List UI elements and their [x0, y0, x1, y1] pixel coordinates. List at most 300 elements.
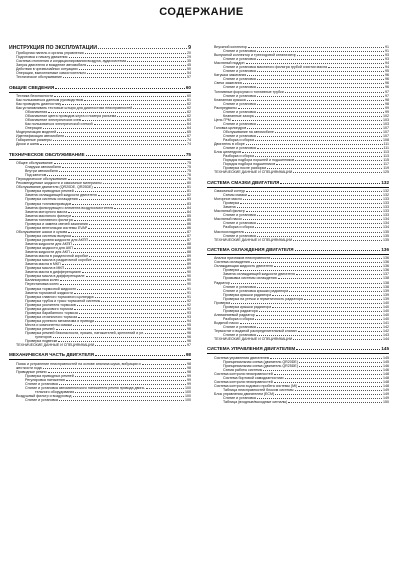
toc-page-number: 135 — [383, 229, 389, 234]
toc-page-number: 141 — [383, 320, 389, 325]
toc-page-number: 85 — [187, 217, 191, 222]
toc-page-number: 100 — [185, 386, 191, 391]
section-gap — [9, 347, 191, 350]
toc-entry-title: Проверка и замена свечей зажигания — [25, 221, 88, 226]
toc-entry-title: Система охлаждения — [214, 260, 250, 265]
toc-page-number: 132 — [383, 193, 389, 198]
dot-leader — [295, 250, 381, 251]
dot-leader — [280, 183, 380, 184]
toc-page-number: 74 — [187, 142, 191, 147]
toc-entry-title: Проверка приводных ремней — [25, 373, 74, 378]
toc-page-number: 20 — [187, 51, 191, 55]
toc-entry-title: Техника безопасности — [16, 93, 54, 98]
toc-page-number: 138 — [383, 284, 389, 289]
dot-leader — [328, 67, 384, 68]
toc-page-number: 74 — [187, 138, 191, 143]
toc-column-right — [207, 45, 389, 404]
toc-entry-title: Проверка барабанного тормоза — [25, 310, 78, 315]
toc-section-heading[interactable] — [207, 180, 389, 185]
toc-entry-title: Термостат и водяной распределительный клапан — [214, 329, 297, 334]
toc-entry-title: Проверка крышки радиатора — [223, 304, 272, 309]
toc-page-number: 140 — [383, 312, 389, 317]
dot-leader — [85, 53, 186, 54]
dot-leader — [257, 79, 384, 80]
dot-leader — [278, 278, 382, 279]
toc-entry-title: Анализ признаков неисправности — [214, 256, 271, 261]
dot-leader — [255, 140, 382, 141]
dot-leader — [275, 394, 382, 395]
toc-entry-title: Разборка и сборка — [223, 138, 255, 143]
toc-entry-title: Моторное масло — [214, 197, 242, 202]
dot-leader — [63, 77, 186, 78]
toc-entry-title: Снятие и установка — [223, 57, 256, 62]
toc-page-number: 125 — [383, 170, 389, 175]
toc-entry-title: жесткости хода — [16, 365, 42, 370]
toc-page-number: 133 — [383, 201, 389, 206]
dot-leader — [73, 396, 184, 397]
toc-page-number: 96 — [385, 77, 389, 82]
section-divider — [9, 92, 191, 93]
toc-entry-title: Таблица неисправностей блоком системы — [223, 388, 294, 393]
toc-entry-title: Снятие и установка — [223, 396, 256, 401]
dot-leader — [60, 280, 186, 281]
dot-leader — [274, 382, 382, 383]
dot-leader — [59, 171, 186, 172]
toc-page-number: 29 — [187, 55, 191, 60]
dot-leader — [68, 232, 186, 233]
dot-leader — [231, 283, 382, 284]
dot-leader — [40, 144, 186, 145]
dot-leader — [54, 96, 186, 97]
dot-leader — [62, 167, 186, 168]
toc-page-number: 82 — [187, 193, 191, 198]
toc-entry-title: Обслуживание на автомобиле — [223, 129, 274, 134]
toc-page-number: 75 — [185, 151, 191, 157]
page-title: СОДЕРЖАНИЕ — [159, 6, 244, 18]
section-divider — [207, 187, 389, 188]
dot-leader — [47, 175, 186, 176]
toc-page-number: 148 — [383, 371, 389, 376]
dot-leader — [296, 274, 382, 275]
toc-entry-title: Промывка системы охлаждения — [223, 276, 277, 281]
toc-page-number: 99 — [385, 105, 389, 110]
dot-leader — [68, 212, 186, 213]
dot-leader — [72, 204, 186, 205]
toc-page-number: 96 — [187, 339, 191, 344]
dot-leader — [72, 216, 186, 217]
toc-entry[interactable] — [9, 398, 191, 402]
toc-page-number: 149 — [383, 396, 389, 401]
dot-leader — [56, 329, 186, 330]
toc-entry-title: Проверка вентиляции системы EVAP — [25, 225, 88, 230]
toc-page-number: 119 — [383, 166, 389, 171]
dot-leader — [93, 260, 186, 261]
toc-section-heading[interactable] — [9, 85, 191, 90]
section-gap — [207, 242, 389, 245]
toc-section-heading[interactable] — [9, 152, 191, 157]
toc-page-number: 64 — [187, 126, 191, 131]
dot-leader — [86, 276, 186, 277]
toc-page-number: 140 — [383, 316, 389, 321]
dot-leader — [298, 331, 382, 332]
toc-entry-title: Выпускной коллектор и трехходовой катализатор — [214, 53, 297, 58]
toc-page-number: 94 — [385, 65, 389, 70]
toc-page-number: 149 — [383, 388, 389, 393]
dot-leader — [243, 199, 382, 200]
toc-entry-title: МЕХАНИЧЕСКАЯ ЧАСТЬ ДВИГАТЕЛЯ — [9, 352, 94, 358]
toc-entry-title: Замена топливного фильтра — [25, 217, 73, 222]
dot-leader — [246, 211, 382, 212]
toc-page-number: 146 — [383, 367, 389, 372]
toc-entry-title: Двигатель в сборе — [214, 142, 245, 147]
toc-entry-title: ТЕХНИЧЕСКОЕ ОБСЛУЖИВАНИЕ — [9, 151, 85, 157]
toc-page-number: 142 — [383, 329, 389, 334]
toc-page-number: 103 — [383, 121, 389, 126]
toc-entry-title: ИНСТРУКЦИЯ ПО ЭКСПЛУАТАЦИИ — [9, 45, 97, 51]
toc-page-number: 97 — [385, 89, 389, 94]
toc-entry-title: Таблица (входные/выходные сигналы) — [223, 400, 288, 405]
toc-page-number: 108 — [383, 138, 389, 143]
dot-leader — [55, 88, 185, 89]
toc-page-number: 62 — [187, 114, 191, 119]
dot-leader — [295, 160, 382, 161]
dot-leader — [257, 96, 384, 97]
dot-leader — [82, 272, 186, 273]
toc-entry-title: Проверка рулевого механизма и привода — [25, 318, 95, 323]
dot-leader — [73, 244, 186, 245]
dot-leader — [77, 289, 186, 290]
toc-page-number: 75 — [187, 161, 191, 166]
dot-leader — [288, 402, 382, 403]
toc-page-number: 9 — [188, 45, 191, 51]
toc-page-number: 139 — [383, 292, 389, 297]
toc-entry-title: Снятие и установка крышки радиатора — [223, 288, 289, 293]
dot-leader — [285, 378, 382, 379]
toc-entry-title: Снятие и установка — [223, 49, 256, 54]
toc-page-number: 139 — [383, 296, 389, 301]
toc-entry-title: Обслуживание шасси и кузова — [16, 229, 68, 234]
toc-entry-title: Масляный фильтр — [214, 209, 245, 214]
dot-leader — [75, 376, 186, 377]
dot-leader — [257, 287, 382, 288]
toc-entry-title: Принципиальная схема (двигатель QR20DE) — [223, 359, 298, 364]
toc-page-number: 62 — [187, 101, 191, 106]
toc-entry-title: Смазочный контур — [214, 189, 246, 194]
dot-leader — [257, 59, 384, 60]
dot-leader — [59, 384, 186, 385]
dot-leader — [94, 187, 186, 188]
toc-page-number: 136 — [383, 268, 389, 273]
toc-entry-title: Проверка подвески — [25, 339, 58, 344]
dot-leader — [257, 215, 382, 216]
toc-entry-title: Проверка стояночного тормоза — [25, 314, 78, 319]
toc-page-number: 63 — [187, 118, 191, 123]
toc-entry-title: гуляторов — [35, 335, 52, 340]
toc-page-number: 99 — [187, 382, 191, 387]
toc-page-number: 93 — [187, 314, 191, 319]
dot-leader — [297, 55, 384, 56]
toc-page-number: 107 — [383, 134, 389, 139]
toc-page-number: 136 — [381, 246, 389, 252]
toc-entry-title: Габаритные размеры — [16, 138, 52, 143]
toc-entry-title: Замена — [223, 205, 236, 210]
toc-entry-title: Водяной насос — [214, 320, 239, 325]
dot-leader — [89, 224, 186, 225]
toc-entry-title: Снятие и установка — [223, 69, 256, 74]
toc-entry-title: Снятие и установка — [223, 284, 256, 289]
toc-page-number: 90 — [187, 274, 191, 279]
toc-page-number: 138 — [383, 280, 389, 285]
dot-leader — [87, 65, 186, 66]
toc-page-number: 75 — [187, 169, 191, 174]
toc-page-number: 90 — [187, 278, 191, 283]
toc-entry-title: Проверка топливопроводов — [25, 201, 72, 206]
toc-page-number: 76 — [187, 173, 191, 178]
toc-page-number: 91 — [187, 286, 191, 291]
toc-entry-title: Операции, выполняемые самостоятельно — [16, 71, 87, 76]
toc-page-number: 146 — [383, 363, 389, 368]
toc-page-number: 93 — [187, 310, 191, 315]
toc-entry-title: Обслуживание двигателя (QR20DE, QR25DE) — [16, 185, 93, 190]
toc-entry-title: Проверка трубок и трасс тормозной системы — [25, 298, 101, 303]
dot-leader — [293, 172, 382, 173]
dot-leader — [117, 116, 186, 117]
toc-entry-title: Приводные ремни — [16, 369, 47, 374]
toc-entry-title: Проверка дискового тормоза — [25, 306, 74, 311]
toc-entry-title: Проверка уровня жидкости для АКПП — [25, 237, 89, 242]
dot-leader — [114, 208, 186, 209]
toc-page-number: 90 — [187, 282, 191, 287]
toc-entry-title: Места и компоненты смазки — [25, 322, 73, 327]
toc-entry-title: Замена моторного масла — [25, 209, 68, 214]
toc-entry-title: Запуск двигателя и вождение автомобиля — [16, 63, 87, 68]
toc-page-number: 136 — [383, 260, 389, 265]
dot-leader — [54, 163, 186, 164]
dot-leader — [78, 317, 186, 318]
toc-page-number: 149 — [383, 392, 389, 397]
dot-leader — [95, 297, 186, 298]
toc-entry-title: Система управления двигателем — [214, 355, 270, 360]
toc-entry-title: Проверка — [223, 268, 240, 273]
section-divider — [207, 353, 389, 354]
dot-leader — [57, 132, 186, 133]
toc-entry-title: Алюминиевый радиатор — [214, 312, 255, 317]
toc-entry-title: Замена масла в дифференциале — [25, 270, 82, 275]
toc-entry[interactable] — [207, 400, 389, 404]
toc-entry-title: Обозначения — [25, 110, 48, 115]
toc-entry-title: Проверка масла в раздаточной коробке — [25, 258, 92, 263]
toc-entry-title: Снятие и установка — [223, 93, 256, 98]
section-gap — [9, 147, 191, 150]
toc-column-left — [9, 45, 191, 402]
toc-entry-title: Снятие и установка — [223, 85, 256, 90]
dot-leader — [68, 179, 186, 180]
dot-leader — [251, 262, 382, 263]
dot-leader — [259, 311, 382, 312]
toc-entry-title: Снятие и установка автоматического натяжителя ремня привода двига- — [25, 386, 145, 391]
toc-page-number: 85 — [187, 213, 191, 218]
toc-page-number: 140 — [383, 308, 389, 313]
dot-leader — [75, 191, 186, 192]
toc-entry-title: Диски и шины — [16, 142, 40, 147]
dot-leader — [95, 321, 186, 322]
dot-leader — [263, 370, 382, 371]
dot-leader — [257, 327, 382, 328]
dot-leader — [257, 104, 384, 105]
toc-entry-title: Общее обслуживание — [16, 161, 53, 166]
toc-page-number: 115 — [383, 158, 389, 163]
dot-leader — [146, 388, 184, 389]
toc-entry-title: Поиск и устранение неисправностей на основе анализа шума, вибрации и — [16, 361, 141, 366]
toc-page-number: 61 — [187, 97, 191, 102]
toc-entry-title: СИСТЕМА УПРАВЛЕНИЯ ДВИГАТЕЛЕМ — [207, 346, 296, 352]
dot-leader — [257, 236, 382, 237]
dot-leader — [242, 152, 382, 153]
dot-leader — [289, 291, 382, 292]
dot-leader — [65, 136, 186, 137]
dot-leader — [231, 303, 382, 304]
toc-entry-title: Клапанные зазоры — [223, 113, 255, 118]
toc-entry-title: ТЕХНИЧЕСКИЕ ДАННЫЕ И СПЕЦИФИКАЦИИ — [214, 237, 293, 242]
toc-page-number: 89 — [187, 262, 191, 267]
dot-leader — [237, 207, 382, 208]
toc-entry-title: Радиатор — [214, 280, 230, 285]
toc-entry-title: Техническое обслуживание — [16, 75, 62, 80]
toc-page-number: 87 — [187, 229, 191, 234]
toc-page-number: 145 — [383, 359, 389, 364]
toc-entry-title: Клапанная крышка — [214, 97, 246, 102]
toc-entry-title: Снятие и установка — [223, 333, 256, 338]
toc-page-number: 50 — [187, 67, 191, 72]
dot-leader — [274, 374, 382, 375]
toc-entry-title: Под капотом — [25, 173, 47, 178]
toc-page-number: 87 — [187, 233, 191, 238]
toc-page-number: 134 — [383, 225, 389, 230]
dot-leader — [248, 195, 382, 196]
dot-leader — [79, 199, 186, 200]
toc-page-number: 140 — [383, 304, 389, 309]
dot-leader — [267, 168, 382, 169]
toc-entry-title: Распредвалы — [214, 105, 237, 110]
dot-leader — [246, 191, 382, 192]
toc-entry-title: Порядок подбора подшипников — [223, 162, 276, 167]
toc-entry-title: Периодическое обслуживание — [16, 177, 67, 182]
toc-page-number: 90 — [187, 270, 191, 275]
toc-page-number: 107 — [383, 129, 389, 134]
dot-leader — [58, 341, 186, 342]
dot-leader — [247, 100, 384, 101]
toc-page-number: 93 — [385, 57, 389, 62]
dot-leader — [145, 333, 186, 334]
toc-entry-title: Блок цилиндров — [214, 150, 242, 155]
dot-leader — [127, 61, 186, 62]
toc-entry-title: Схемы смазки — [223, 193, 247, 198]
toc-page-number: 88 — [187, 250, 191, 255]
toc-entry-title: Операции — [25, 126, 42, 131]
toc-entry-title: Проверка радиатора — [223, 308, 258, 313]
toc-entry-title: Порядок подбора поршней и подшипников — [223, 158, 295, 163]
dot-leader — [246, 144, 383, 145]
dot-leader — [274, 266, 382, 267]
dot-leader — [62, 264, 186, 265]
toc-page-number: 100 — [185, 390, 191, 395]
dot-leader — [285, 92, 384, 93]
dot-leader — [133, 108, 186, 109]
toc-page-number: 88 — [187, 242, 191, 246]
dot-leader — [60, 284, 186, 285]
dot-leader — [74, 220, 186, 221]
dot-leader — [243, 83, 384, 84]
toc-page-number: 94 — [385, 61, 389, 66]
toc-entry-title: Снятие и установка — [223, 221, 256, 226]
toc-section-heading[interactable] — [207, 346, 389, 351]
toc-entry-title: Система бортовой самодиагностики — [223, 376, 284, 381]
dot-leader — [74, 293, 186, 294]
dot-leader — [270, 358, 382, 359]
toc-page-number: 111 — [383, 142, 389, 147]
toc-page-number: 136 — [383, 264, 389, 269]
toc-page-number: 89 — [187, 266, 191, 271]
toc-entry-title: Разборка и сборка — [223, 316, 255, 321]
toc-page-number: 139 — [383, 288, 389, 293]
dot-leader — [257, 124, 382, 125]
toc-page-number: 133 — [383, 197, 389, 202]
dot-leader — [276, 164, 382, 165]
dot-leader — [295, 390, 383, 391]
toc-page-number: 84 — [187, 209, 191, 214]
toc-page-number: 100 — [185, 398, 191, 403]
dot-leader — [299, 362, 382, 363]
toc-page-number: 81 — [187, 189, 191, 194]
toc-page-number: 67 — [187, 134, 191, 139]
toc-section-heading[interactable] — [207, 247, 389, 252]
toc-page-number: 92 — [187, 298, 191, 303]
toc-entry-title: Как пользоваться данным руководством — [16, 97, 84, 102]
toc-page-number: 97 — [385, 93, 389, 98]
dot-leader — [257, 136, 382, 137]
toc-page-number: 103 — [383, 117, 389, 122]
toc-entry-title: Снятие и установка — [223, 101, 256, 106]
dot-leader — [247, 128, 382, 129]
toc-section-heading[interactable] — [9, 352, 191, 357]
toc-entry-title: Обозначение электрических схем — [25, 118, 82, 123]
dot-leader — [245, 232, 382, 233]
toc-entry-title: Замена жидкости для АКПП — [25, 242, 72, 246]
dot-leader — [74, 309, 186, 310]
dot-leader — [89, 256, 186, 257]
toc-page-number: 144 — [383, 337, 389, 342]
toc-page-number: 143 — [383, 333, 389, 338]
toc-page-number: 150 — [383, 400, 389, 405]
toc-entry-title: Проверка масла в дифференциале — [25, 274, 85, 279]
toc-entry-title: Снятие и установка — [25, 382, 58, 387]
toc-page-number: 132 — [383, 189, 389, 194]
toc-page-number: 86 — [187, 221, 191, 226]
toc-entry-title: Замена масляного фильтра — [25, 213, 72, 218]
toc-page-number: 91 — [187, 294, 191, 299]
dot-leader — [271, 258, 382, 259]
toc-entry-title: Снятие и установка — [223, 77, 256, 82]
toc-entry-title: Проверка тормозной жидкости — [25, 286, 77, 291]
dot-leader — [257, 71, 384, 72]
toc-entry-title: Проверка — [214, 300, 231, 305]
toc-page-number: 84 — [187, 205, 191, 210]
toc-entry-title: Проверка системы охлаждения — [25, 197, 78, 202]
toc-page-number: 107 — [383, 125, 389, 130]
toc-page-number: 96 — [187, 331, 191, 336]
toc-entry-title: Рекомендуемые жидкости и смазочные материалы — [16, 181, 102, 186]
toc-entry-title: Проверка на утечки и герметичность радиатора — [223, 296, 303, 301]
